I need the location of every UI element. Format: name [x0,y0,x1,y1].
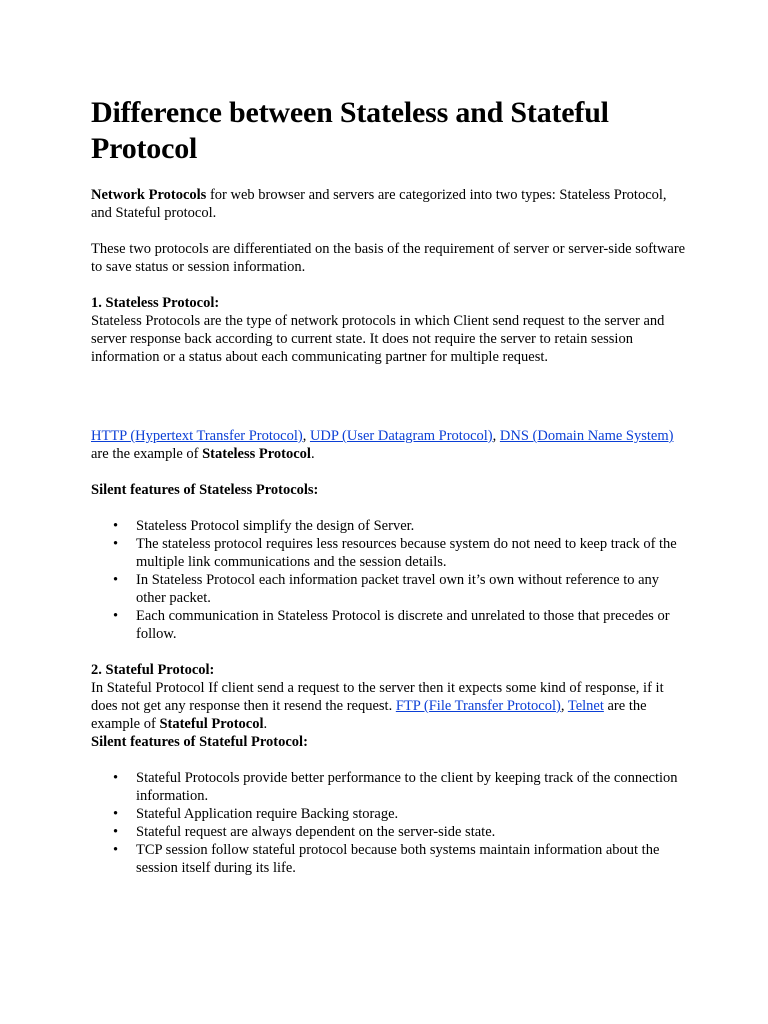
ftp-link[interactable]: FTP (File Transfer Protocol) [395,698,561,714]
stateless-heading [91,294,691,312]
http-link[interactable]: HTTP (Hypertext Transfer Protocol) [91,428,303,444]
list-item: • Stateless Protocol simplify the design of Server. [136,517,691,535]
stateful-features-list [91,769,691,877]
list-item: • Each communication in Stateless Protocol is discrete and unrelated to those that precedes or follow. [136,607,691,643]
intro-text: for web browser and servers are categorized into two types: Stateless Protocol, and Stateful protocol. [91,187,667,221]
list-item: • Stateful request are always dependent on the server-side state. [136,823,691,841]
dns-link[interactable]: DNS (Domain Name System) [499,428,674,444]
stateless-features-heading [91,481,691,499]
differentiation-paragraph: These two protocols are differentiated on the basis of the requirement of server or server-side software to save status or session information. [91,241,686,275]
list-item: • The stateless protocol requires less resources because system do not need to keep track of the multiple link communications and the session details. [136,535,691,571]
page-title: Difference between Stateless and Stateful Protocol [91,96,609,165]
examples-bold: Stateless Protocol [202,446,311,462]
stateful-description [91,679,691,733]
stateful-description-text: In Stateful Protocol If client send a request to the server then it expects some kind of response, if it does not get any response then it resend the request. [91,680,664,714]
spacer [91,366,691,427]
udp-link[interactable]: UDP (User Datagram Protocol) [309,428,493,444]
stateful-features-heading [91,733,691,751]
document-page [91,95,691,877]
examples-bold: Stateful Protocol [159,716,264,732]
intro-paragraph [91,186,691,222]
stateful-heading [91,661,691,679]
telnet-link[interactable]: Telnet [567,698,604,714]
stateless-heading-text: 1. Stateless Protocol: [91,295,220,311]
stateless-description: Stateless Protocols are the type of network protocols in which Client send request to the server and server response back according to current state. It does not require the server to retain session information or a status about each communicating partner for multiple request. [91,313,665,365]
stateless-features-list [91,517,691,643]
separator: , [560,698,568,714]
examples-text: are the example of [91,446,203,462]
stateful-features-heading-text: Silent features of Stateful Protocol: [91,734,308,750]
list-item: • In Stateless Protocol each information packet travel own it’s own without reference to any other packet. [136,571,691,607]
intro-bold: Network Protocols [91,187,207,203]
stateless-examples [91,427,691,463]
separator: , [302,428,310,444]
separator: , [492,428,500,444]
list-item: • Stateful Application require Backing storage. [136,805,691,823]
stateless-features-heading-text: Silent features of Stateless Protocols: [91,482,319,498]
list-item: • Stateful Protocols provide better performance to the client by keeping track of the connection information. [136,769,691,805]
examples-period: . [263,716,268,732]
examples-period: . [310,446,315,462]
stateful-heading-text: 2. Stateful Protocol: [91,662,215,678]
list-item: • TCP session follow stateful protocol because both systems maintain information about the session itself during its life. [136,841,691,877]
examples-text: are the example of [91,698,647,732]
